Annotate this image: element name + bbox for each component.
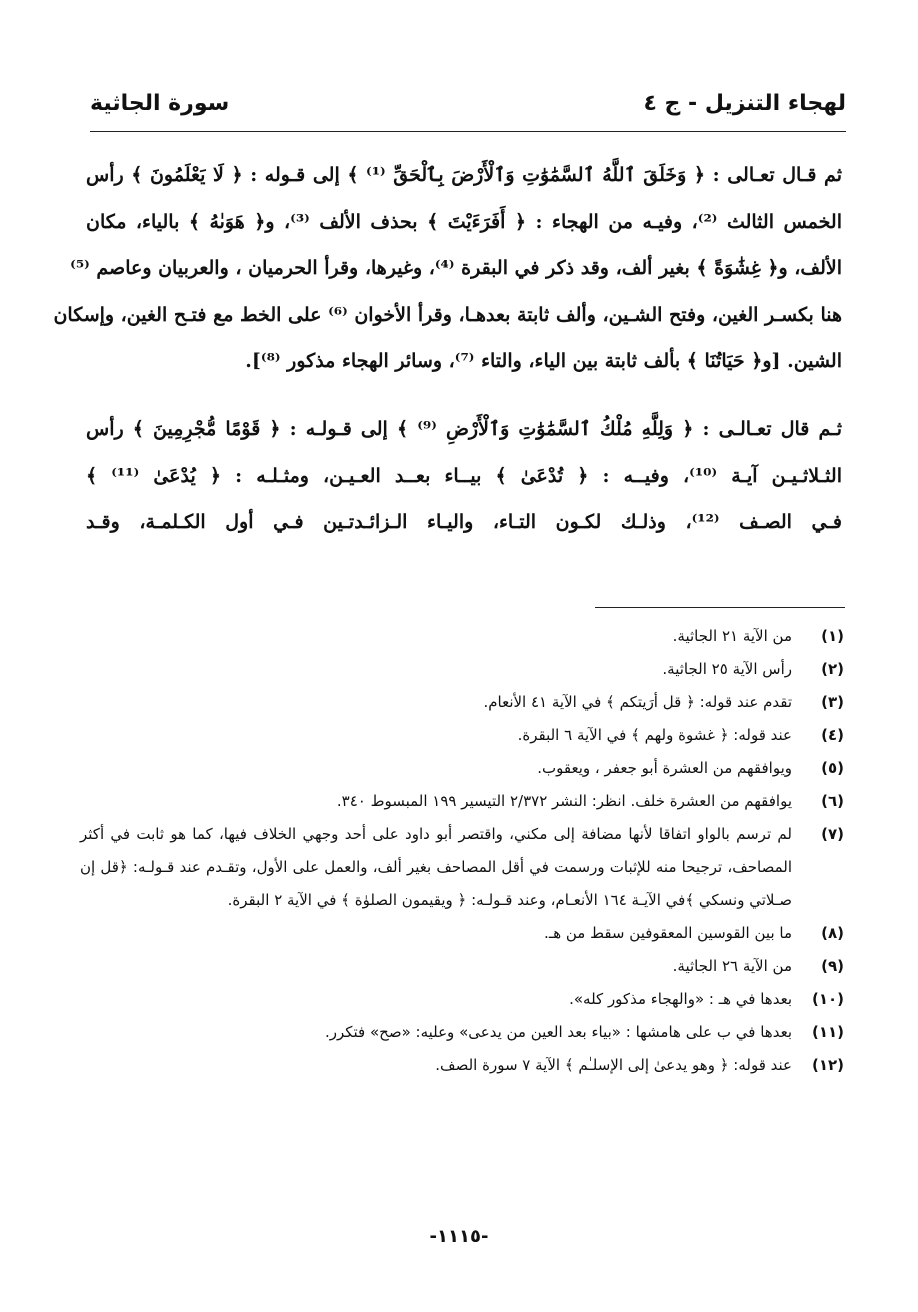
footnote-number: (٨) [821, 924, 844, 942]
footnote-number: (١) [821, 627, 844, 645]
main-paragraph-1 [53, 152, 843, 385]
footnote-text: عند قوله: ﴿ وهو يدعىٰ إلى الإسلـٰم ﴾ الآية ٧ سورة الصف. [435, 1056, 792, 1074]
footnote-number: (١٢) [811, 1056, 844, 1074]
footnote-text: بعدها في ب على هامشها : «بياء بعد العين من يدعى» وعليه: «صح» فتكرر. [324, 1023, 792, 1041]
footnote [80, 620, 844, 653]
surah-title: سورة الجاثية [90, 90, 230, 116]
header-rule [90, 131, 846, 132]
text-line: الخمس الثالث ⁽²⁾، وفيـه من الهجاء : ﴿ أَفَرَءَيْتَ ﴾ بحذف الألف ⁽³⁾، و﴿ هَوَىٰهُ ﴾ بالياء، مكان [86, 210, 843, 233]
footnote-text: عند قوله: ﴿ غشوة ولهم ﴾ في الآية ٦ البقرة. [517, 726, 792, 744]
footnote-number: (٧) [821, 825, 844, 843]
footnote [80, 1049, 844, 1082]
footnote-text: ويوافقهم من العشرة أبو جعفر ، ويعقوب. [537, 759, 792, 777]
text-line: الألف، و﴿ غِشَٰوَةً ﴾ بغير ألف، وقد ذكر في البقرة ⁽⁴⁾، وغيرها، وقرأ الحرميان ، والعربيان وعاصم ⁽⁵⁾ [70, 257, 842, 279]
footnote-number: (٣) [821, 693, 844, 711]
footnote-text: رأس الآية ٢٥ الجاثية. [662, 660, 792, 678]
text-line: ثـم قال تعـالـى : ﴿ وَلِلَّهِ مُلْكُ ٱلسَّمَٰوَٰتِ وَٱلْأَرْضِ ⁽⁹⁾ ﴾ إلى قـولـه : ﴿ قَوْمًا مُّجْرِمِينَ ﴾ رأس [86, 418, 842, 440]
footnote-number: (١١) [811, 1023, 844, 1041]
footnote-number: (٦) [821, 792, 844, 810]
footnote-text: من الآية ٢٦ الجاثية. [672, 957, 792, 975]
footnote-text: ما بين القوسين المعقوفين سقط من هـ. [544, 924, 792, 942]
footnote-text: لم ترسم بالواو اتفاقا لأنها مضافة إلى مكني، واقتصر أبو داود على أحد وجهي الخلاف فيها، كما هو ثابت في أكثر المصاحف، ترجيحا منه للإثبات ورسمت في أقل المصاحف بغير ألف، والعمل على الأول، وتقـدم عند قـولـه: ﴿قل إن صـلاتي ونسكي ﴾في الآيـة ١٦٤ الأنعـام، وعند قـولـه: ﴿ ويقيمون الصلوٰة ﴾ في الآية ٢ البقرة. [80, 825, 792, 909]
footnote [80, 653, 844, 686]
main-paragraph-2 [86, 406, 842, 546]
footnote [80, 785, 844, 818]
footnote-text: من الآية ٢١ الجاثية. [672, 627, 792, 645]
footnote [80, 719, 844, 752]
footnote [80, 1016, 844, 1049]
footnotes [80, 620, 844, 1082]
footnote [80, 686, 844, 719]
footnote [80, 983, 844, 1016]
page-number: -١١١٥- [429, 1226, 489, 1247]
footnote-number: (٤) [821, 726, 844, 744]
footnote-text: يوافقهم من العشرة خلف. انظر: النشر ٢/٣٧٢ التيسير ١٩٩ المبسوط ٣٤٠. [336, 792, 792, 810]
footnote [80, 752, 844, 785]
footnote-text: بعدها في هـ : «والهجاء مذكور كله». [569, 990, 792, 1008]
text-line: ثم قـال تعـالى : ﴿ وَخَلَقَ ٱللَّهُ ٱلسَّمَٰوَٰتِ وَٱلْأَرْضَ بِٱلْحَقِّ ⁽¹⁾ ﴾ إلى قـوله : ﴿ لَا يَعْلَمُونَ ﴾ رأس [86, 164, 842, 186]
footnote-number: (٥) [821, 759, 844, 777]
text-line: الشين. [و﴿ حَيَاتُنَا ﴾ بألف ثابتة بين الياء، والتاء ⁽⁷⁾، وسائر الهجاء مذكور ⁽⁸⁾]. [245, 350, 842, 372]
footnote-number: (٢) [821, 660, 844, 678]
footnote-separator [595, 607, 845, 608]
footnote-number: (١٠) [811, 990, 844, 1008]
footnote-text: تقدم عند قوله: ﴿ قل أرَيتكم ﴾ في الآية ٤١ الأنعام. [483, 693, 792, 711]
footnote-number: (٩) [821, 957, 844, 975]
footnote [80, 950, 844, 983]
running-header [90, 82, 846, 124]
text-line: فـي الصـف ⁽¹²⁾، وذلـك لكـون التـاء، واليـاء الـزائـدتـين فـي أول الكـلمـة، وقـد [86, 511, 842, 533]
text-line: هنا بكسـر الغين، وفتح الشـين، وألف ثابتة بعدهـا، وقرأ الأخوان ⁽⁶⁾ على الخط مع فتـح الغين، وإسكان [53, 303, 842, 326]
book-title: لهجاء التنزيل - ج ٤ [643, 90, 846, 116]
footnote [80, 917, 844, 950]
footnote [80, 818, 844, 917]
text-line: الثـلاثـيـن آيـة ⁽¹⁰⁾، وفيــه : ﴿ تُدْعَىٰ ﴾ بيــاء بعــد العـيـن، ومثـلـه : ﴿ يُدْعَىٰ ⁽¹¹⁾ ﴾ [86, 464, 842, 487]
